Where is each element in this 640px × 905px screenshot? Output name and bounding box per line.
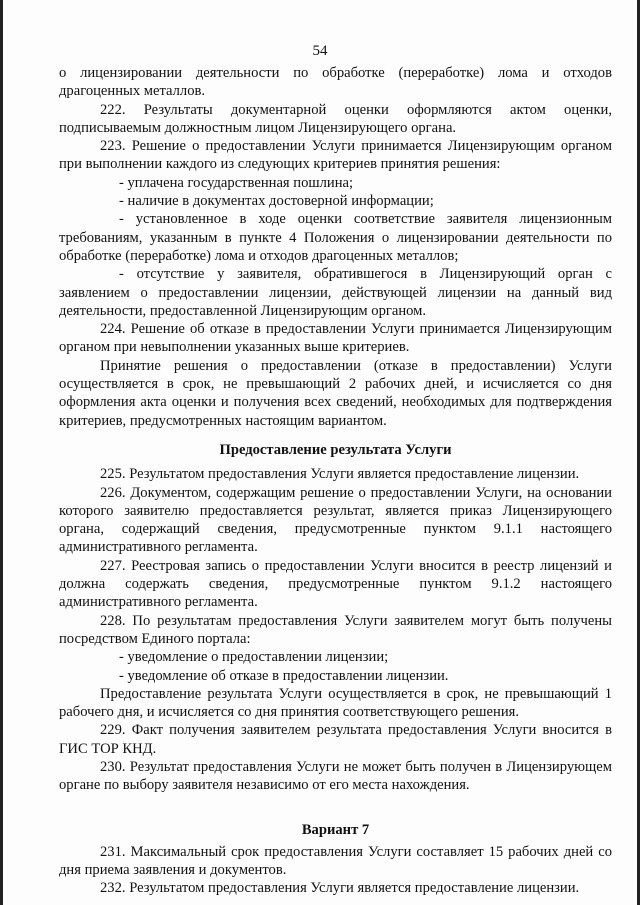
page-number: 54	[312, 43, 328, 59]
paragraph: 231. Максимальный срок предоставления Услуги составляет 15 рабочих дней со дня приема заявления и документов.	[59, 843, 612, 879]
list-item: - уведомление о предоставлении лицензии;	[119, 649, 389, 666]
paragraph: 224. Решение об отказе в предоставлении Услуги принимается Лицензирующим органом при невыполнении указанных выше критериев.	[59, 321, 612, 356]
paragraph: 225. Результатом предоставления Услуги является предоставление лицензии.	[100, 466, 580, 483]
section-result	[59, 465, 612, 794]
scan-left-edge	[0, 0, 3, 905]
paragraph: 230. Результат предоставления Услуги не может быть получен в Лицензирующем органе по выбору заявителя независимо от его места нахождения.	[59, 758, 612, 794]
section-heading: Вариант 7	[301, 821, 370, 838]
list-item: - уплачена государственная пошлина;	[119, 174, 354, 191]
list-item: - наличие в документах достоверной информации;	[119, 193, 434, 210]
list-item: - уведомление об отказе в предоставлении лицензии.	[119, 667, 449, 684]
paragraph: 223. Решение о предоставлении Услуги принимается Лицензирующим органом при выполнении каждого из следующих критериев принятия решения:	[59, 138, 612, 173]
paragraph: 227. Реестровая запись о предоставлении Услуги вносится в реестр лицензий и должна содержать сведения, предусмотренные пунктом 9.1.2 настоящего административного регламента.	[59, 557, 612, 611]
list-item: - установленное в ходе оценки соответствие заявителя лицензионным требованиям, указанным в пункте 4 Положения о лицензировании деятельности по обработке (переработке) лома и отходов драгоценных металлов;	[59, 211, 612, 264]
list-item: - отсутствие у заявителя, обратившегося в Лицензирующий орган с заявлением о предоставлении лицензии, действующей лицензии на данный вид деятельности, предоставленной Лицензирующим органом.	[59, 266, 612, 319]
paragraph: 222. Результаты документарной оценки оформляются актом оценки, подписываемым должностным лицом Лицензирующего органа.	[59, 101, 612, 136]
paragraph: Принятие решения о предоставлении (отказе в предоставлении) Услуги осуществляется в срок, не превышающий 2 рабочих дней, и исчисляется со дня оформления акта оценки и получения всех сведений, необходимых для подтверждения критериев, предусмотренных настоящим вариантом.	[59, 357, 612, 429]
paragraph: 229. Факт получения заявителем результата предоставления Услуги вносится в ГИС ТОР КНД.	[59, 722, 612, 757]
paragraph: 228. По результатам предоставления Услуги заявителем могут быть получены посредством Единого портала:	[59, 612, 612, 647]
document-body	[59, 64, 612, 898]
paragraph: 226. Документом, содержащим решение о предоставлении Услуги, на основании которого заявителю предоставляется результат, является приказ Лицензирующего органа, содержащий сведения, предусмотренные пунктом 9.1.1 настоящего административного регламента.	[59, 484, 612, 556]
paragraph: Предоставление результата Услуги осуществляется в срок, не превышающий 1 рабочего дня, и исчисляется со дня принятия соответствующего решения.	[59, 685, 612, 721]
section-criteria	[59, 64, 612, 430]
section-heading: Предоставление результата Услуги	[219, 441, 452, 458]
section-variant-7	[59, 843, 612, 898]
paragraph: 232. Результатом предоставления Услуги является предоставление лицензии.	[100, 880, 580, 897]
paragraph: о лицензировании деятельности по обработке (переработке) лома и отходов драгоценных металлов.	[59, 65, 612, 100]
